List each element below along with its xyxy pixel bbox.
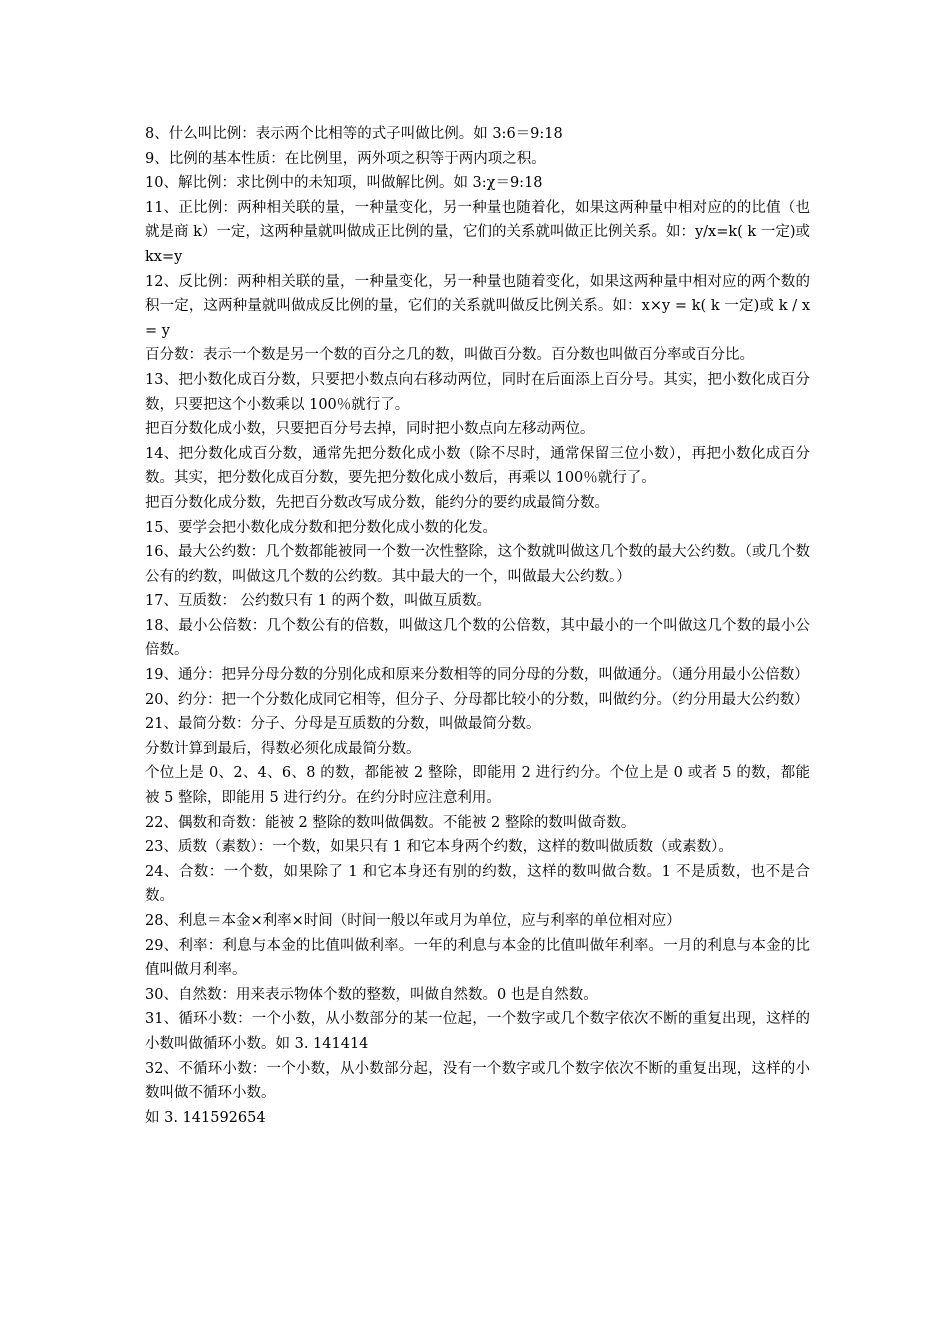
- paragraph-repeating-decimal: 31、循环小数：一个小数，从小数部分的某一位起，一个数字或几个数字依次不断的重复出现，这样的小数叫做循环小数。如 3. 141414: [145, 1011, 810, 1052]
- paragraph-divisibility: 个位上是 0、2、4、6、8 的数，都能被 2 整除，即能用 2 进行约分。个位上是 0 或者 5 的数，都能被 5 整除，即能用 5 进行约分。在约分时应注意利用。: [145, 765, 810, 807]
- paragraph-ratio-property: 9、比例的基本性质：在比例里，两外项之积等于两内项之积。: [145, 150, 546, 167]
- paragraph-fraction-to-percent: 14、把分数化成百分数，通常先把分数化成小数（除不尽时，通常保留三位小数），再把小数化成百分数。其实，把分数化成百分数，要先把分数化成小数后，再乘以 100％就行了。: [145, 445, 810, 487]
- paragraph-decimal-to-percent: 13、把小数化成百分数，只要把小数点向右移动两位，同时在后面添上百分号。其实，把小数化成百分数，只要把这个小数乘以 100％就行了。: [145, 371, 810, 413]
- paragraph-nonrepeating-decimal: 32、不循环小数：一个小数，从小数部分起，没有一个数字或几个数字依次不断的重复出现，这样的小数叫做不循环小数。: [145, 1060, 810, 1102]
- paragraph-coprime: 17、互质数： 公约数只有 1 的两个数，叫做互质数。: [145, 593, 492, 610]
- paragraph-percent-to-fraction: 把百分数化成分数，先把百分数改写成分数，能约分的要约成最简分数。: [145, 494, 609, 511]
- paragraph-interest-rate: 29、利率：利息与本金的比值叫做利率。一年的利息与本金的比值叫做年利率。一月的利息与本金的比值叫做月利率。: [145, 937, 810, 979]
- paragraph-even-odd: 22、偶数和奇数：能被 2 整除的数叫做偶数。不能被 2 整除的数叫做奇数。: [145, 814, 636, 831]
- paragraph-common-denominator: 19、通分：把异分母分数的分别化成和原来分数相等的同分母的分数，叫做通分。（通分用最小公倍数）: [145, 667, 809, 684]
- paragraph-interest: 28、利息＝本金×利率×时间（时间一般以年或月为单位，应与利率的单位相对应）: [145, 913, 681, 929]
- paragraph-composite: 24、合数：一个数，如果除了 1 和它本身还有别的约数，这样的数叫做合数。1 不是质数，也不是合数。: [145, 863, 810, 905]
- paragraph-direct-proportion: 11、正比例：两种相关联的量，一种量变化，另一种量也随着化，如果这两种量中相对应的的比值（也就是商 k）一定，这两种量就叫做成正比例的量，它们的关系就叫做正比例关系。如：y/x=k( k 一定)或 kx=y: [145, 199, 810, 265]
- paragraph-simplest-fraction: 21、最简分数：分子、分母是互质数的分数，叫做最简分数。: [145, 716, 541, 733]
- paragraph-percent-to-decimal: 把百分数化成小数，只要把百分号去掉，同时把小数点向左移动两位。: [145, 421, 595, 438]
- paragraph-inverse-proportion: 12、反比例：两种相关联的量，一种量变化，另一种量也随着变化，如果这两种量中相对应的两个数的积一定，这两种量就叫做成反比例的量，它们的关系就叫做反比例关系。如：x×y = k( k 一定)或 k / x = y: [145, 273, 810, 339]
- paragraph-ratio-definition: 8、什么叫比例：表示两个比相等的式子叫做比例。如 3:6＝9:18: [145, 126, 563, 142]
- paragraph-solve-ratio: 10、解比例：求比例中的未知项，叫做解比例。如 3:χ＝9:18: [145, 175, 543, 192]
- paragraph-simplify-result: 分数计算到最后，得数必须化成最简分数。: [145, 740, 421, 757]
- paragraph-percentage: 百分数：表示一个数是另一个数的百分之几的数，叫做百分数。百分数也叫做百分率或百分比。: [145, 347, 754, 364]
- paragraph-natural-number: 30、自然数：用来表示物体个数的整数，叫做自然数。0 也是自然数。: [145, 986, 598, 1003]
- paragraph-nonrepeating-example: 如 3. 141592654: [145, 1109, 266, 1126]
- paragraph-prime: 23、质数（素数）：一个数，如果只有 1 和它本身两个约数，这样的数叫做质数（或素数）。: [145, 839, 733, 856]
- paragraph-conversion: 15、要学会把小数化成分数和把分数化成小数的化发。: [145, 519, 497, 536]
- paragraph-reduce-fraction: 20、约分：把一个分数化成同它相等，但分子、分母都比较小的分数，叫做约分。（约分用最大公约数）: [145, 691, 809, 708]
- paragraph-lcm: 18、最小公倍数：几个数公有的倍数，叫做这几个数的公倍数，其中最小的一个叫做这几个数的最小公倍数。: [145, 617, 810, 659]
- paragraph-gcd: 16、最大公约数：几个数都能被同一个数一次性整除，这个数就叫做这几个数的最大公约数。（或几个数公有的约数，叫做这几个数的公约数。其中最大的一个，叫做最大公约数。）: [145, 544, 810, 585]
